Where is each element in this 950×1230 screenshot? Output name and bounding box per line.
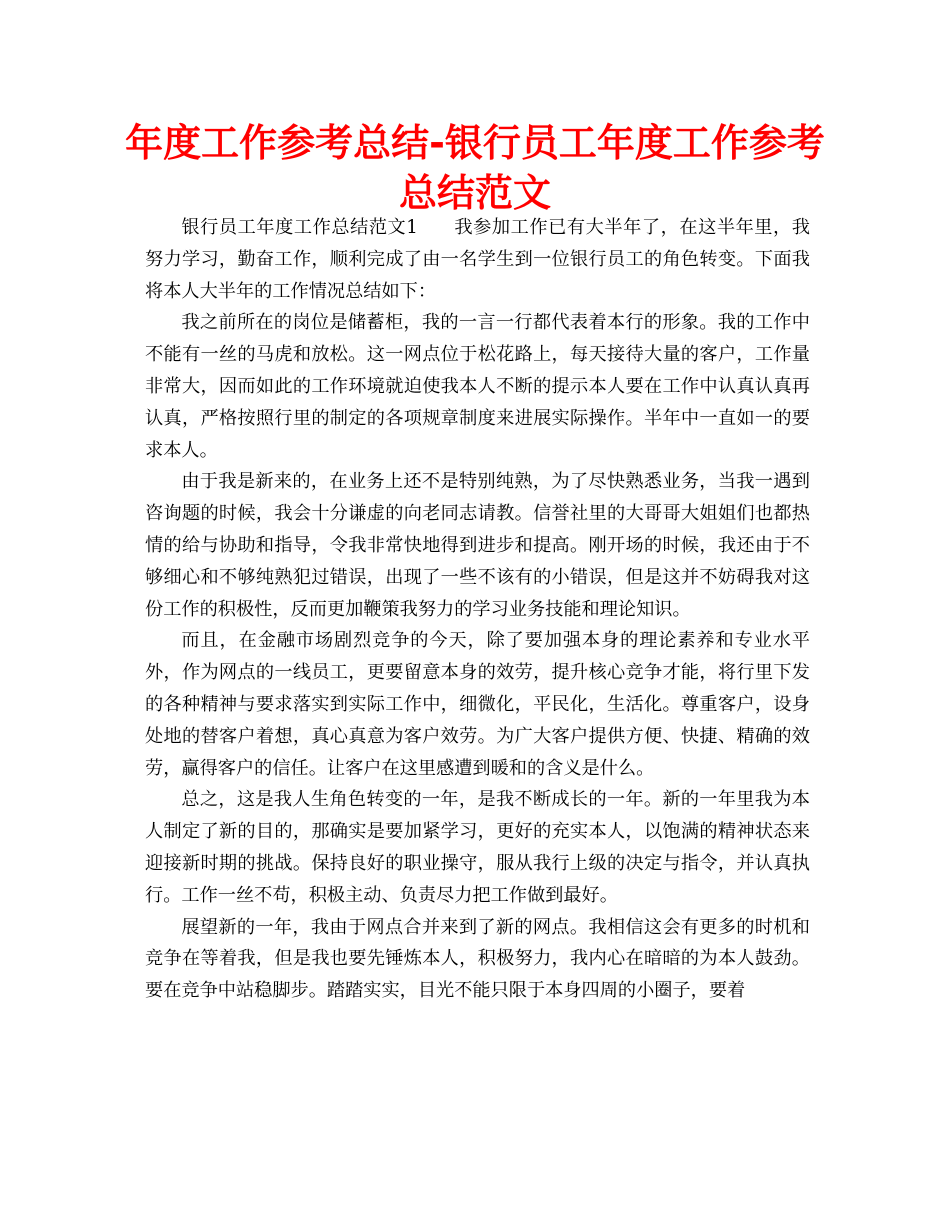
- paragraph-5: 总之，这是我人生角色转变的一年，是我不断成长的一年。新的一年里我为本人制定了新的目的，那确实是要加紧学习，更好的充实本人，以饱满的精神状态来迎接新时期的挑战。保持良好的职业操守，服从我行上级的决定与指令，并认真执行。工作一丝不苟，积极主动、负责尽力把工作做到最好。: [145, 789, 810, 906]
- paragraph-3: 由于我是新来的，在业务上还不是特别纯熟，为了尽快熟悉业务，当我一遇到咨询题的时候，我会十分谦虚的向老同志请教。信誉社里的大哥哥大姐姐们也都热情的给与协助和指导，令我非常快地得到进步和提高。刚开场的时候，我还由于不够细心和不够纯熟犯过错误，出现了一些不该有的小错误，但是这并不妨碍我对这份工作的积极性，反而更加鞭策我努力的学习业务技能和理论知识。: [145, 471, 810, 620]
- section-heading: 银行员工年度工作总结范文1: [181, 217, 418, 238]
- paragraph-1-text: 我参加工作已有大半年了，在这半年里，我努力学习，勤奋工作，顺利完成了由一名学生到一位银行员工的角色转变。下面我将本人大半年的工作情况总结如下：: [145, 217, 810, 302]
- document-body: [145, 212, 810, 1007]
- paragraph-2: 我之前所在的岗位是储蓄柜，我的一言一行都代表着本行的形象。我的工作中不能有一丝的马虎和放松。这一网点位于松花路上，每天接待大量的客户，工作量非常大，因而如此的工作环境就迫使我本人不断的提示本人要在工作中认真认真再认真，严格按照行里的制定的各项规章制度来进展实际操作。半年中一直如一的要求本人。: [145, 312, 810, 461]
- paragraph-1: [145, 212, 810, 307]
- paragraph-4: 而且，在金融市场剧烈竞争的今天，除了要加强本身的理论素养和专业水平外，作为网点的一线员工，更要留意本身的效劳，提升核心竞争才能，将行里下发的各种精神与要求落实到实际工作中，细微化，平民化，生活化。尊重客户，设身处地的替客户着想，真心真意为客户效劳。为广大客户提供方便、快捷、精确的效劳，赢得客户的信任。让客户在这里感遭到暖和的含义是什么。: [145, 630, 810, 779]
- document-title: 年度工作参考总结-银行员工年度工作参考总结范文: [125, 121, 825, 215]
- paragraph-6: 展望新的一年，我由于网点合并来到了新的网点。我相信这会有更多的时机和竞争在等着我，但是我也要先锤炼本人，积极努力，我内心在暗暗的为本人鼓劲。要在竞争中站稳脚步。踏踏实实，目光不能只限于本身四周的小圈子，要着: [145, 916, 810, 1002]
